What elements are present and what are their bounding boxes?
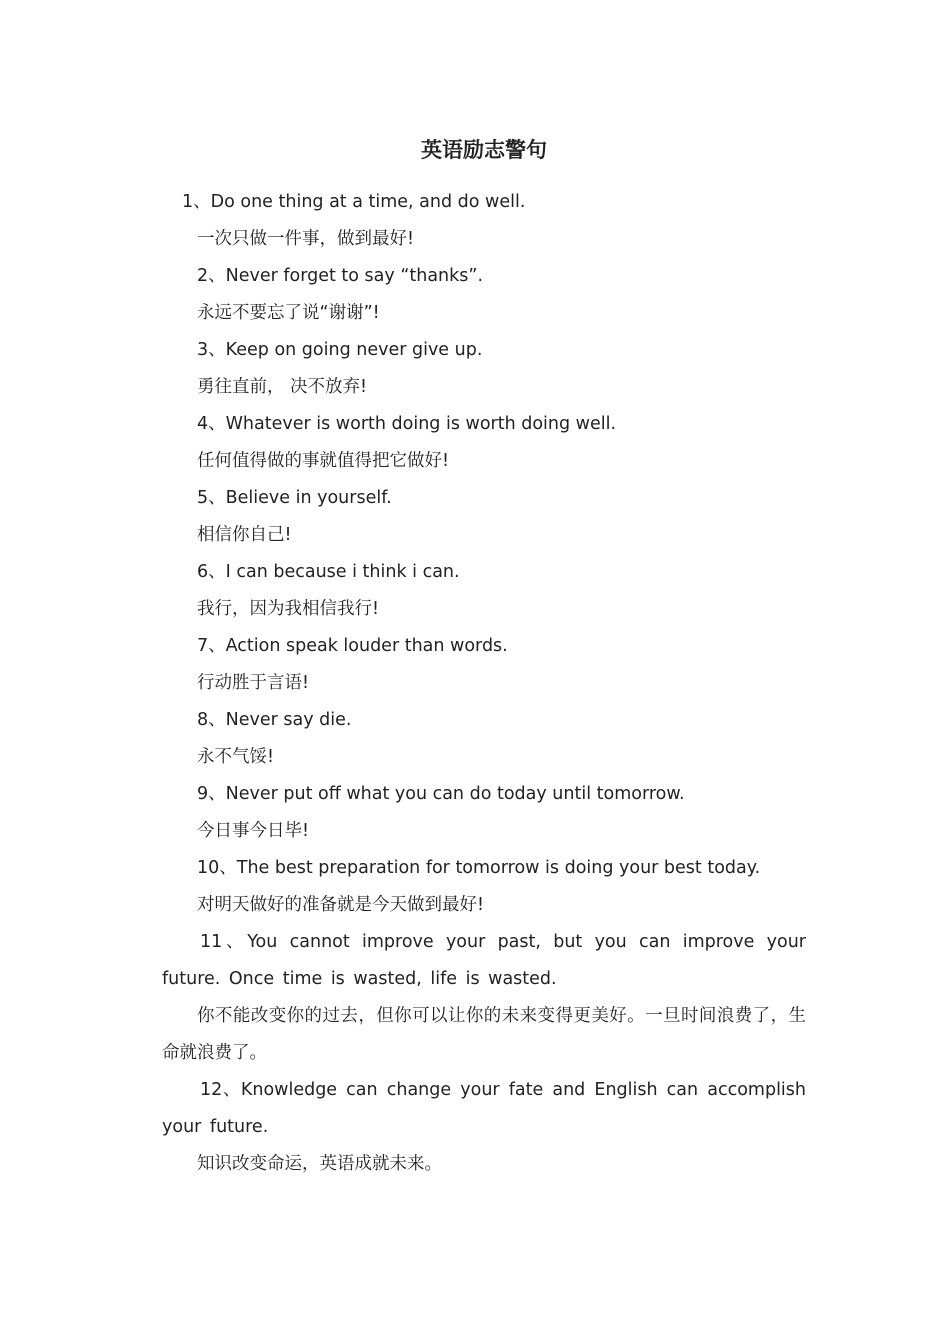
quote-en: 7、Action speak louder than words.: [197, 636, 508, 656]
quote-zh: 勇往直前， 决不放弃!: [197, 377, 368, 397]
quote-zh: 我行，因为我相信我行!: [197, 599, 380, 619]
quote-zh: 相信你自己!: [197, 525, 292, 545]
quote-en: 4、Whatever is worth doing is worth doing well.: [197, 414, 617, 434]
quote-zh: 任何值得做的事就值得把它做好!: [197, 451, 450, 471]
document-title: 英语励志警句: [421, 138, 547, 162]
quote-en: 12、Knowledge can change your fate and English can accomplish your future.: [162, 1080, 806, 1137]
quote-en: 2、Never forget to say “thanks”.: [197, 266, 484, 286]
quote-en: 5、Believe in yourself.: [197, 488, 392, 508]
quote-en: 3、Keep on going never give up.: [197, 340, 483, 360]
quote-zh: 永不气馁!: [197, 747, 275, 767]
quote-en: 10、The best preparation for tomorrow is doing your best today.: [197, 858, 761, 878]
quote-en: 9、Never put off what you can do today until tomorrow.: [197, 784, 685, 804]
quote-en: 11、You cannot improve your past, but you can improve your future. Once time is wasted, life is wasted.: [162, 932, 806, 989]
quote-zh: 今日事今日毕!: [197, 821, 310, 841]
document-body: [162, 184, 806, 1183]
quote-en: 6、I can because i think i can.: [197, 562, 460, 582]
quote-zh: 永远不要忘了说“谢谢”!: [197, 303, 380, 323]
quote-zh: 你不能改变你的过去，但你可以让你的未来变得更美好。一旦时间浪费了，生命就浪费了。: [162, 1006, 806, 1063]
quote-zh: 对明天做好的准备就是今天做到最好!: [197, 895, 485, 915]
quote-zh: 行动胜于言语!: [197, 673, 310, 693]
quote-zh: 一次只做一件事，做到最好!: [197, 229, 415, 249]
quote-en: 8、Never say die.: [197, 710, 352, 730]
quote-zh: 知识改变命运，英语成就未来。: [197, 1154, 442, 1174]
quote-en: 1、Do one thing at a time, and do well.: [182, 192, 526, 212]
